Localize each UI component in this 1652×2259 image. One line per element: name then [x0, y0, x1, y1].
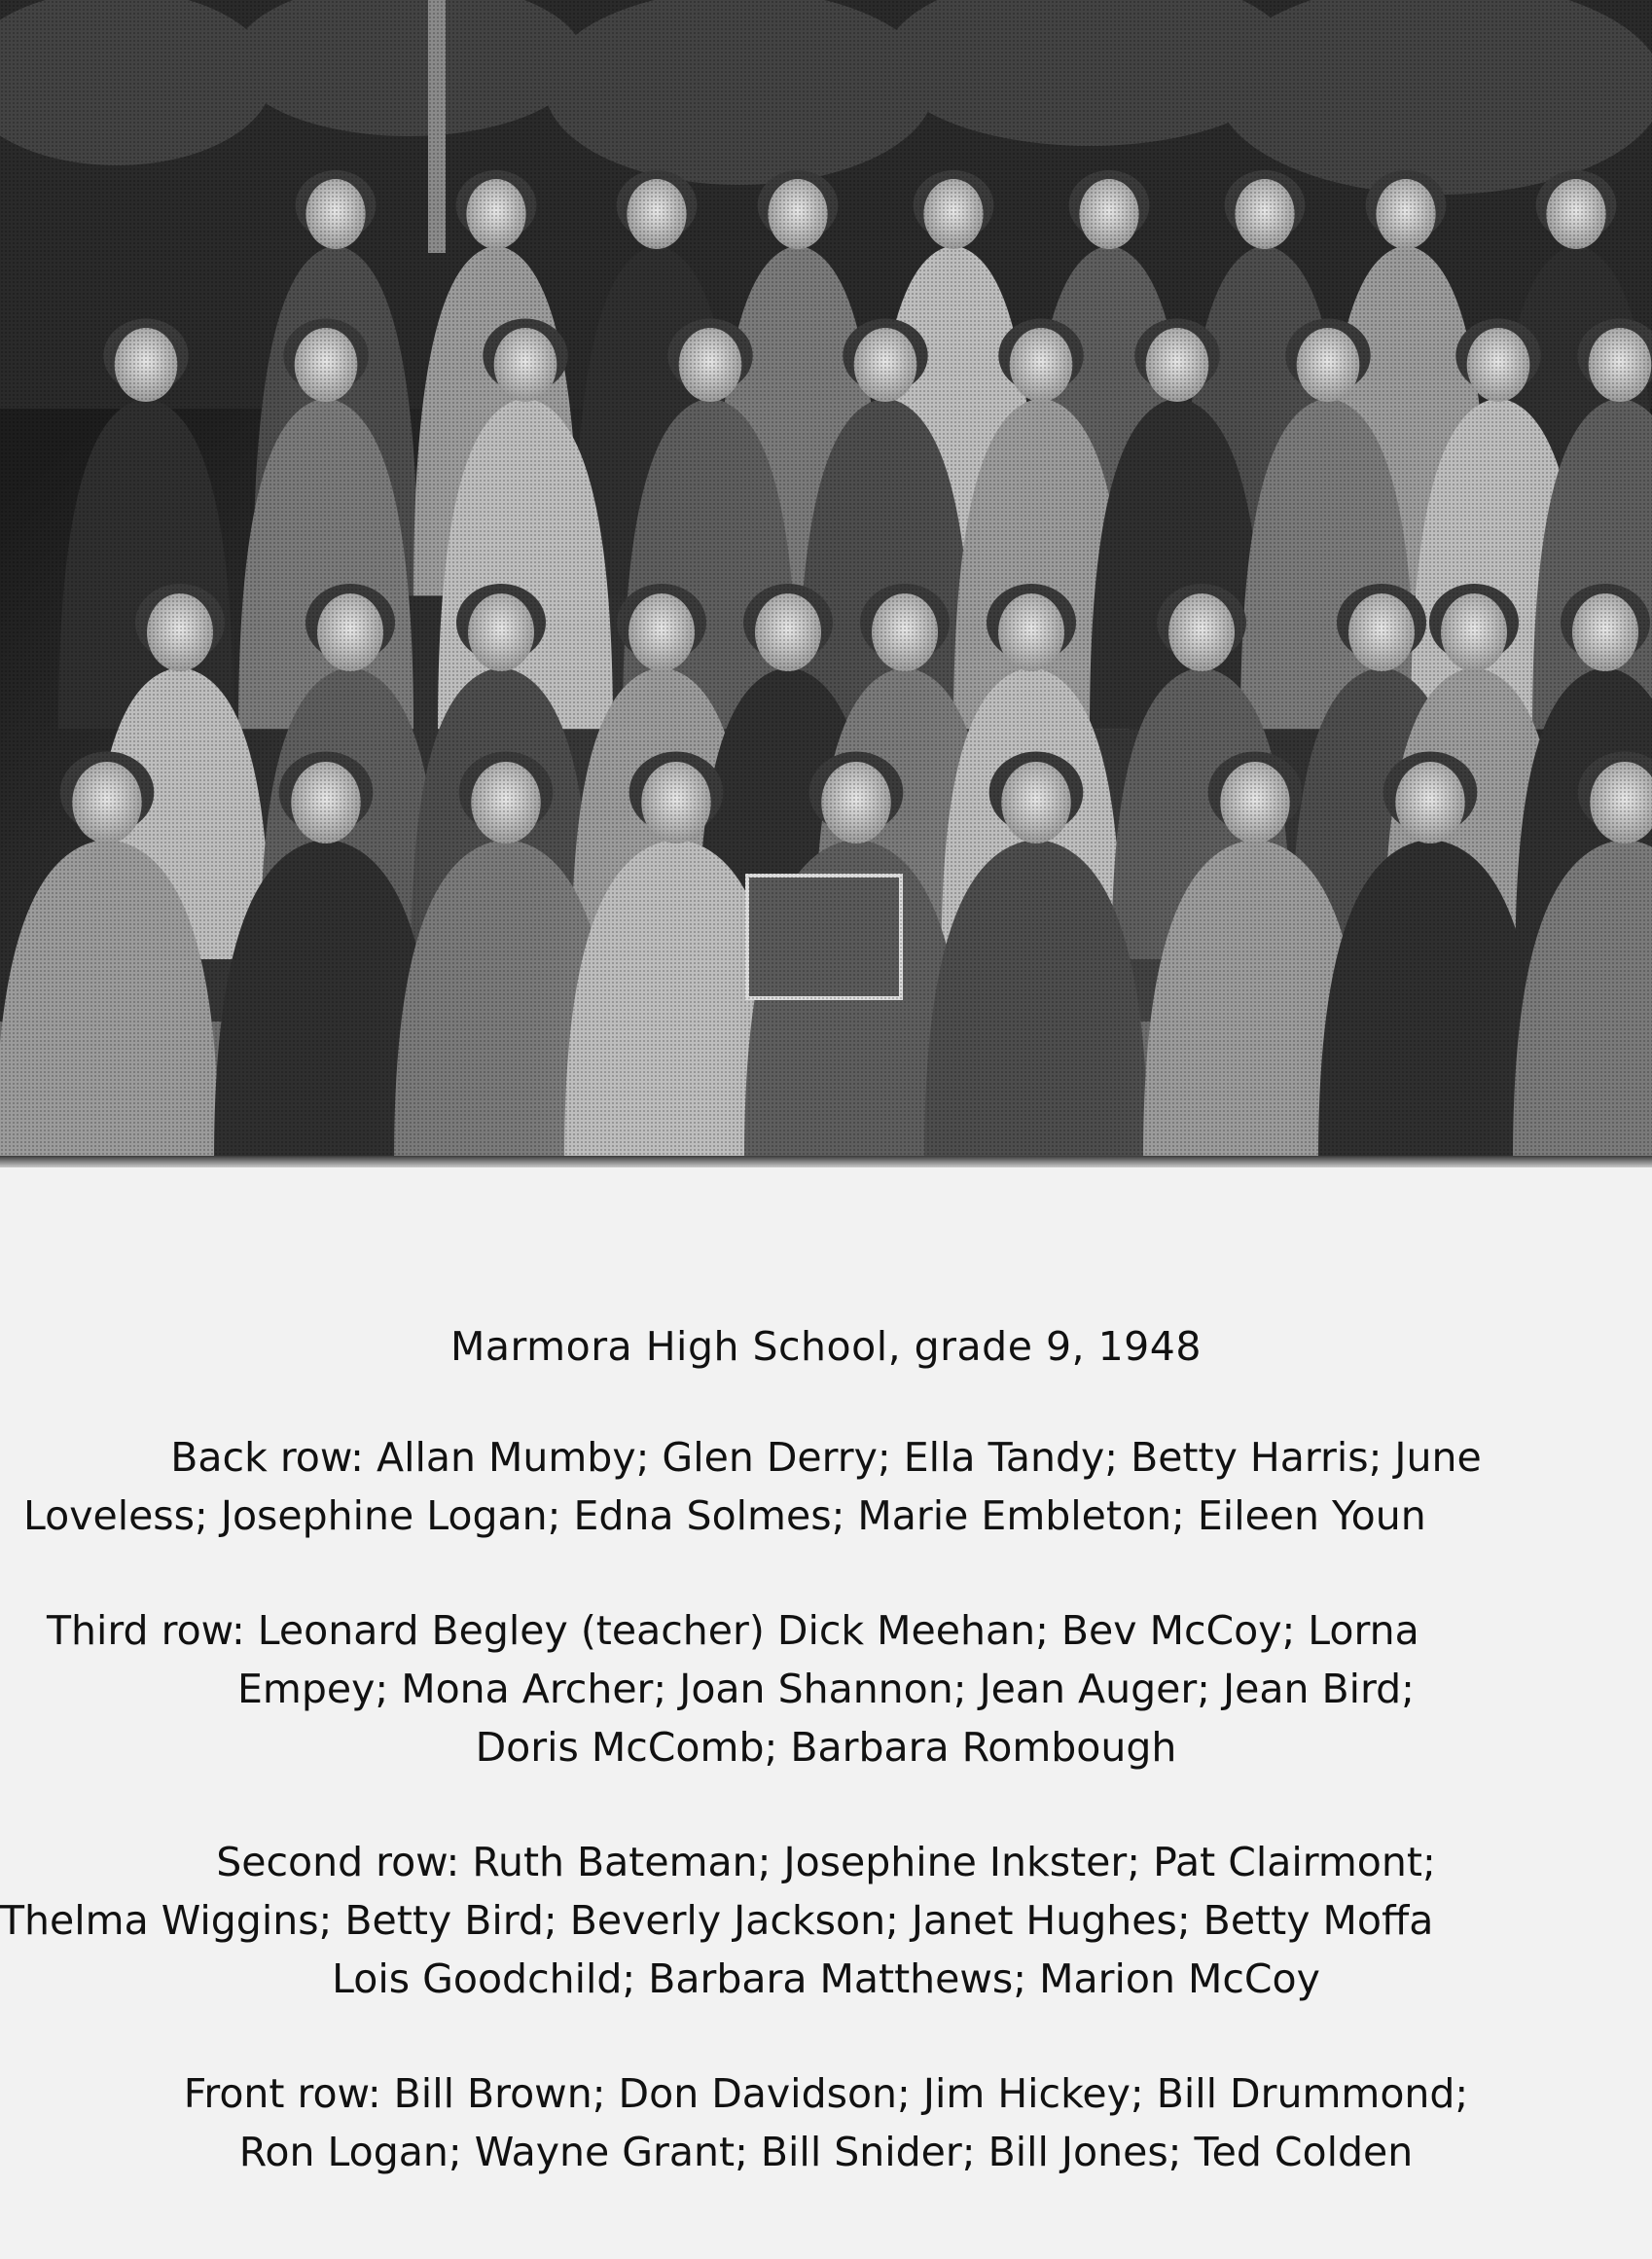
front-row-line-2: Ron Logan; Wayne Grant; Bill Snider; Bill Jones; Ted Colden — [238, 2129, 1414, 2175]
third-row-line-1: Third row: Leonard Begley (teacher) Dick Meehan; Bev McCoy; Lorna — [47, 1607, 1419, 1654]
photo-edge — [0, 1156, 1652, 1167]
caption-front-row — [0, 2064, 1652, 2181]
caption-third-row — [0, 1601, 1652, 1776]
third-row-line-3: Doris McComb; Barbara Rombough — [475, 1724, 1177, 1771]
back-row-line-1: Back row: Allan Mumby; Glen Derry; Ella Tandy; Betty Harris; June — [170, 1434, 1482, 1481]
back-row-line-2: Loveless; Josephine Logan; Edna Solmes; Marie Embleton; Eileen Youn — [23, 1492, 1426, 1539]
caption-second-row — [0, 1833, 1652, 2008]
second-row-line-3: Lois Goodchild; Barbara Matthews; Marion McCoy — [332, 1955, 1320, 2002]
caption — [0, 1323, 1652, 2238]
front-row-line-1: Front row: Bill Brown; Don Davidson; Jim Hickey; Bill Drummond; — [183, 2070, 1469, 2117]
second-row-line-2: Thelma Wiggins; Betty Bird; Beverly Jackson; Janet Hughes; Betty Moffa — [0, 1897, 1434, 1944]
caption-title: Marmora High School, grade 9, 1948 — [450, 1323, 1202, 1370]
third-row-line-2: Empey; Mona Archer; Joan Shannon; Jean Auger; Jean Bird; — [236, 1666, 1415, 1712]
caption-back-row — [0, 1428, 1652, 1545]
second-row-line-1: Second row: Ruth Bateman; Josephine Inkster; Pat Clairmont; — [216, 1839, 1436, 1885]
